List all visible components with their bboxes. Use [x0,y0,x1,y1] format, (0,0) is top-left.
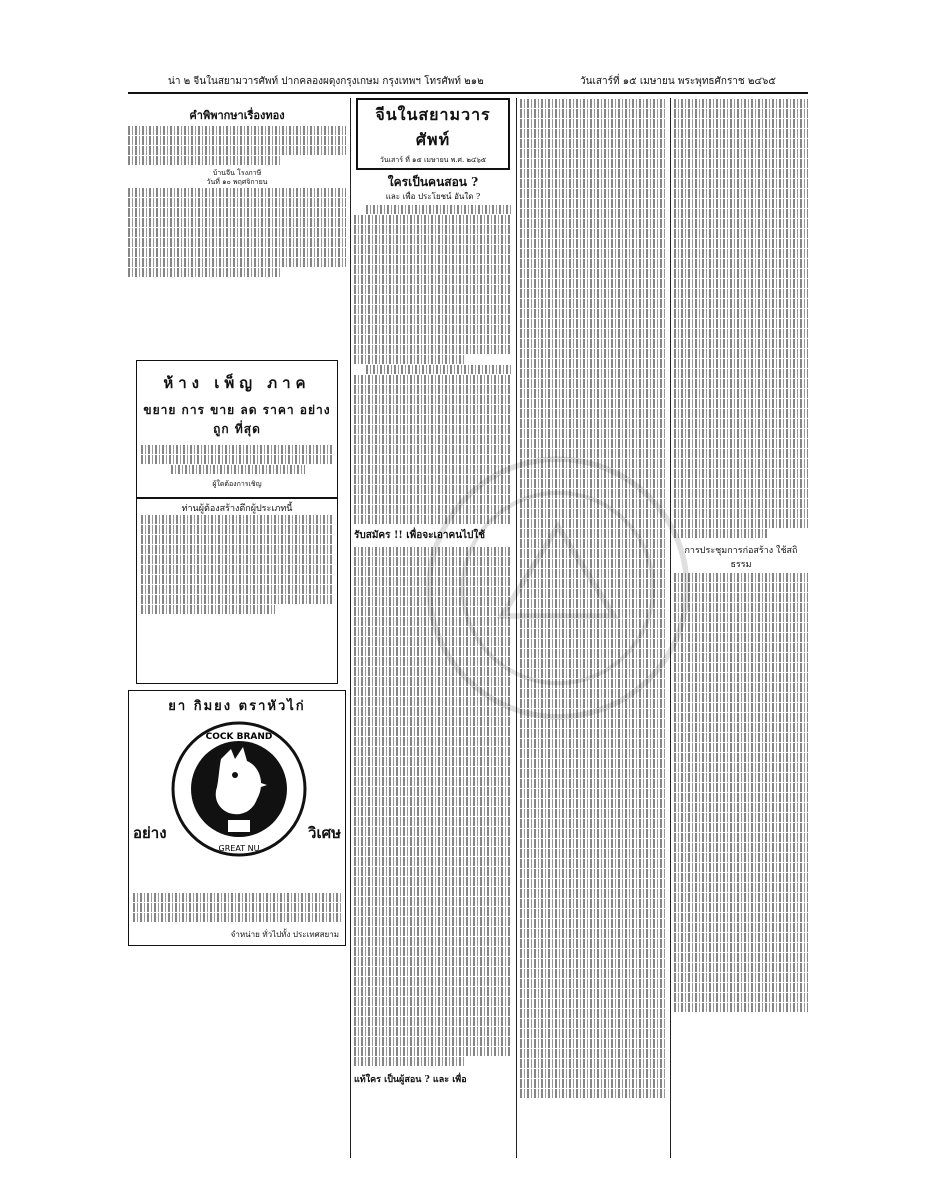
running-header [128,68,808,90]
masthead-box [356,98,510,170]
column-rule [516,98,517,1158]
notice-sig-date: วันที่ ๑๐ พฤศจิกายน [206,178,268,186]
running-header-right: วันเสาร์ที่ ๑๕ เมษายน พระพุทธศักราช ๒๔๖๕ [580,76,776,87]
cock-brand-emblem [169,719,309,859]
ad-left: อย่าง [133,824,167,842]
editorial-body [354,205,512,1086]
shop-advert [137,361,337,497]
masthead-title: จีนในสยามวารศัพท์ [375,105,491,149]
column-c [520,98,666,1158]
column-b [354,98,512,1158]
editorial-footer: แท้ใคร เป็นผู้สอน ? และ เพื่อ [354,1075,467,1085]
editorial-title: ใครเป็นคนสอน ? [387,175,479,189]
notice-sig-left: บ้านจีน โรงภาษี [212,169,262,177]
notice-title: คำพิพากษาเรื่องทอง [189,109,285,122]
ad-title: ยา กิมยง ตราหัวไก่ [168,699,306,714]
header-rule [128,92,808,94]
emblem-top-text: COCK BRAND [205,732,273,742]
shop-title: ห้าง เพ็ญ ภาค [163,374,311,392]
masthead-sub: วันเสาร์ ที่ ๑๕ เมษายน พ.ศ. ๒๔๖๕ [379,156,487,164]
emblem-bottom-text: GREAT NU [218,844,260,853]
column-rule [670,98,671,1158]
newspaper-page [128,68,808,1158]
construction-title: ท่านผู้ต้องสร้างตึกผู้ประเภทนี้ [181,503,293,514]
shop-advert-box [136,360,338,684]
ad-right: วิเศษ [308,824,341,842]
column-a [128,98,346,1158]
ad-body [133,892,341,923]
pull-quote: รับสมัคร !! เพื่อจะเอาคนไปใช้ [354,530,486,541]
shop-line: ขยาย การ ขาย ลด ราคา อย่าง ถูก ที่สุด [143,403,331,436]
medicine-advert [128,690,346,946]
column-d [674,98,808,1158]
running-header-left: น่า ๒ จีนในสยามวารศัพท์ ปากคลองผดุงกรุงเกษม กรุงเทพฯ โทรศัพท์ ๒๑๒ [168,76,484,87]
shop-invite: ผู้ใดต้องการเชิญ [212,480,262,488]
column-rule [350,98,351,1158]
legal-notice [128,102,346,278]
ad-footer: จำหน่าย ทั่วไปทั้ง ประเทศสยาม [230,930,339,939]
construction-notice [137,499,337,621]
section-subhead: การประชุมการก่อสร้าง ใช้สถิธรรม [684,546,798,570]
editorial-subtitle: และ เพื่อ ประโยชน์ อันใด ? [385,192,481,201]
